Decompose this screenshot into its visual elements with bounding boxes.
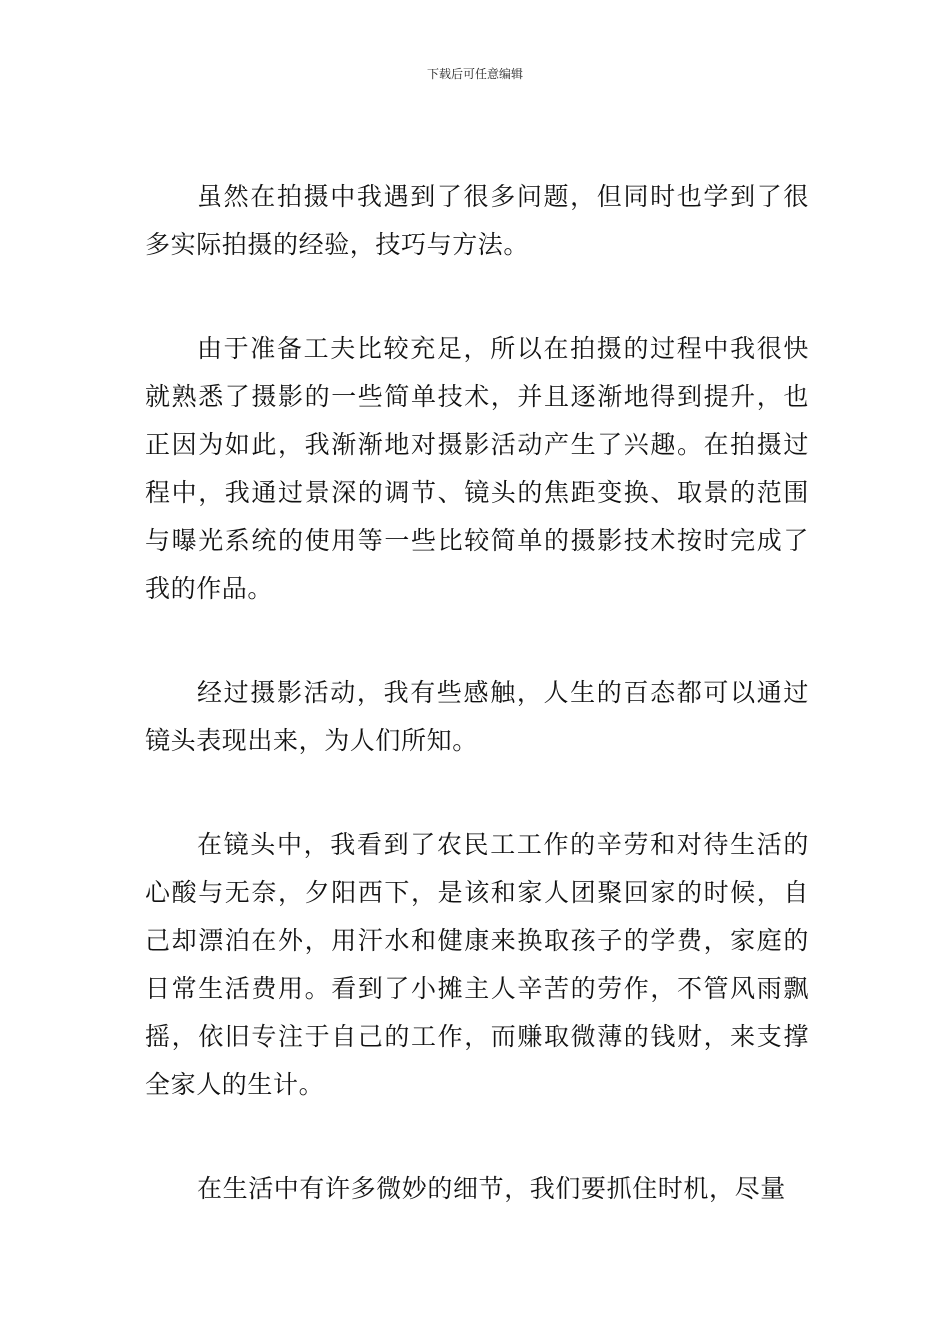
paragraph: 虽然在拍摄中我遇到了很多问题，但同时也学到了很多实际拍摄的经验，技巧与方法。 — [145, 182, 809, 259]
paragraph: 经过摄影活动，我有些感触，人生的百态都可以通过镜头表现出来，为人们所知。 — [145, 678, 809, 755]
paragraph: 在生活中有许多微妙的细节，我们要抓住时机，尽量 — [197, 1174, 786, 1203]
paragraph: 由于准备工夫比较充足，所以在拍摄的过程中我很快就熟悉了摄影的一些简单技术，并且逐渐地得到提升，也正因为如此，我渐渐地对摄影活动产生了兴趣。在拍摄过程中，我通过景深的调节、镜头的焦距变换、取景的范围与曝光系统的使用等一些比较简单的摄影技术按时完成了我的作品。 — [145, 334, 809, 603]
paragraph: 在镜头中，我看到了农民工工作的辛劳和对待生活的心酸与无奈，夕阳西下，是该和家人团聚回家的时候，自己却漂泊在外，用汗水和健康来换取孩子的学费，家庭的日常生活费用。看到了小摊主人辛苦的劳作，不管风雨飘摇，依旧专注于自己的工作，而赚取微薄的钱财，来支撑全家人的生计。 — [145, 830, 809, 1099]
page-header: 下载后可任意编辑 — [426, 67, 523, 81]
